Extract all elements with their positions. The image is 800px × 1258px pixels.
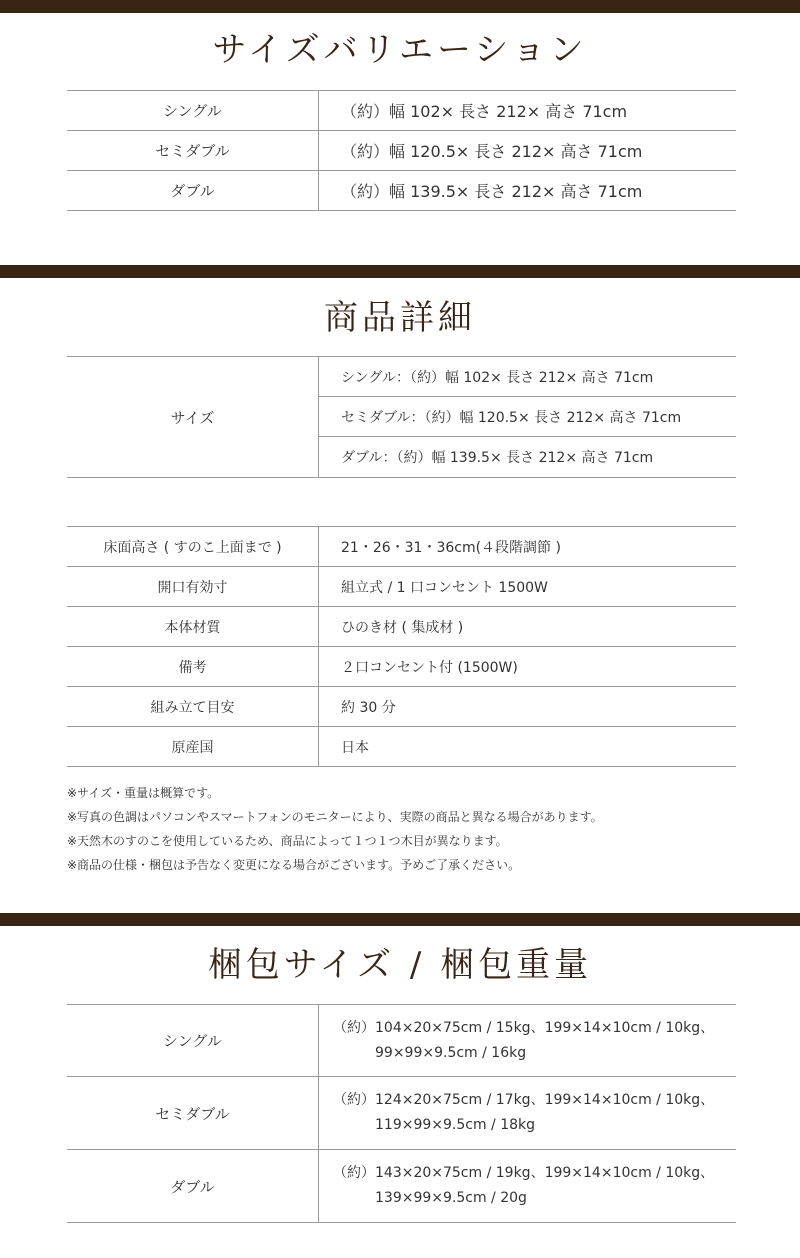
table-row [67, 727, 736, 767]
size-subrow: ダブル：（約）幅 139.5× 長さ 212× 高さ 71cm [341, 449, 654, 466]
size-subrow: シングル：（約）幅 102× 長さ 212× 高さ 71cm [319, 357, 736, 397]
table-row [67, 1077, 736, 1150]
table-row [67, 171, 736, 211]
packing-title: 梱包サイズ / 梱包重量 [207, 945, 593, 985]
row-label: 開口有効寸 [67, 567, 319, 606]
size-subrow: セミダブル：（約）幅 120.5× 長さ 212× 高さ 71cm [319, 397, 736, 437]
row-label: ダブル [67, 171, 319, 210]
row-label: サイズ [67, 357, 319, 477]
packing-line-1: （約）124×20×75cm / 17kg、199×14×10cm / 10kg、 [333, 1092, 715, 1108]
row-label: 本体材質 [67, 607, 319, 646]
row-label: セミダブル [67, 131, 319, 170]
size-sublist [319, 357, 736, 477]
variations-table [67, 90, 736, 211]
size-table [67, 356, 736, 478]
table-row [67, 607, 736, 647]
row-label: 床面高さ ( すのこ上面まで ) [67, 527, 319, 566]
table-row [67, 687, 736, 727]
note-line: ※写真の色調はパソコンやスマートフォンのモニターにより、実際の商品と異なる場合があります。 [67, 810, 603, 824]
section-divider-band [0, 265, 800, 278]
row-value: 約 30 分 [341, 699, 396, 716]
row-label: シングル [67, 91, 319, 130]
variations-title: サイズバリエーション [212, 30, 588, 70]
table-row [67, 647, 736, 687]
notes [67, 781, 767, 877]
row-value: （約）幅 139.5× 長さ 212× 高さ 71cm [341, 182, 643, 201]
row-value: （約）幅 120.5× 長さ 212× 高さ 71cm [341, 142, 643, 161]
row-label: ダブル [67, 1150, 319, 1222]
row-value: 21・26・31・36cm(４段階調節 ) [341, 539, 561, 556]
table-row [67, 91, 736, 131]
row-value [319, 1077, 736, 1149]
packing-line-2: 139×99×9.5cm / 20g [375, 1190, 527, 1206]
spec-table [67, 526, 736, 767]
row-label: シングル [67, 1005, 319, 1076]
row-value: 日本 [341, 739, 369, 756]
table-row [67, 567, 736, 607]
packing-line-2: 119×99×9.5cm / 18kg [375, 1117, 536, 1133]
row-label: 組み立て目安 [67, 687, 319, 726]
row-label: セミダブル [67, 1077, 319, 1149]
row-value: ２口コンセント付 (1500W) [341, 659, 518, 676]
table-row [67, 1005, 736, 1077]
row-label: 備考 [67, 647, 319, 686]
packing-table [67, 1004, 736, 1223]
packing-line-2: 99×99×9.5cm / 16kg [375, 1044, 527, 1061]
table-row [67, 131, 736, 171]
top-band [0, 0, 800, 13]
note-line: ※商品の仕様・梱包は予告なく変更になる場合がございます。予めご了承ください。 [67, 858, 521, 872]
row-label: 原産国 [67, 727, 319, 766]
table-row [67, 1150, 736, 1223]
section-divider-band [0, 913, 800, 926]
row-value [319, 1150, 736, 1222]
table-row [67, 527, 736, 567]
packing-line-1: （約）143×20×75cm / 19kg、199×14×10cm / 10kg、 [333, 1165, 715, 1181]
note-line: ※サイズ・重量は概算です。 [67, 786, 220, 800]
note-line: ※天然木のすのこを使用しているため、商品によって１つ１つ木目が異なります。 [67, 834, 508, 848]
packing-line-1: （約）104×20×75cm / 15kg、199×14×10cm / 10kg、 [333, 1019, 715, 1036]
table-row [67, 357, 736, 478]
row-value [319, 1005, 736, 1076]
details-title: 商品詳細 [324, 298, 476, 338]
row-value: 組立式 / 1 口コンセント 1500W [341, 579, 548, 596]
row-value: ひのき材 ( 集成材 ) [341, 619, 464, 636]
row-value: （約）幅 102× 長さ 212× 高さ 71cm [341, 102, 628, 121]
